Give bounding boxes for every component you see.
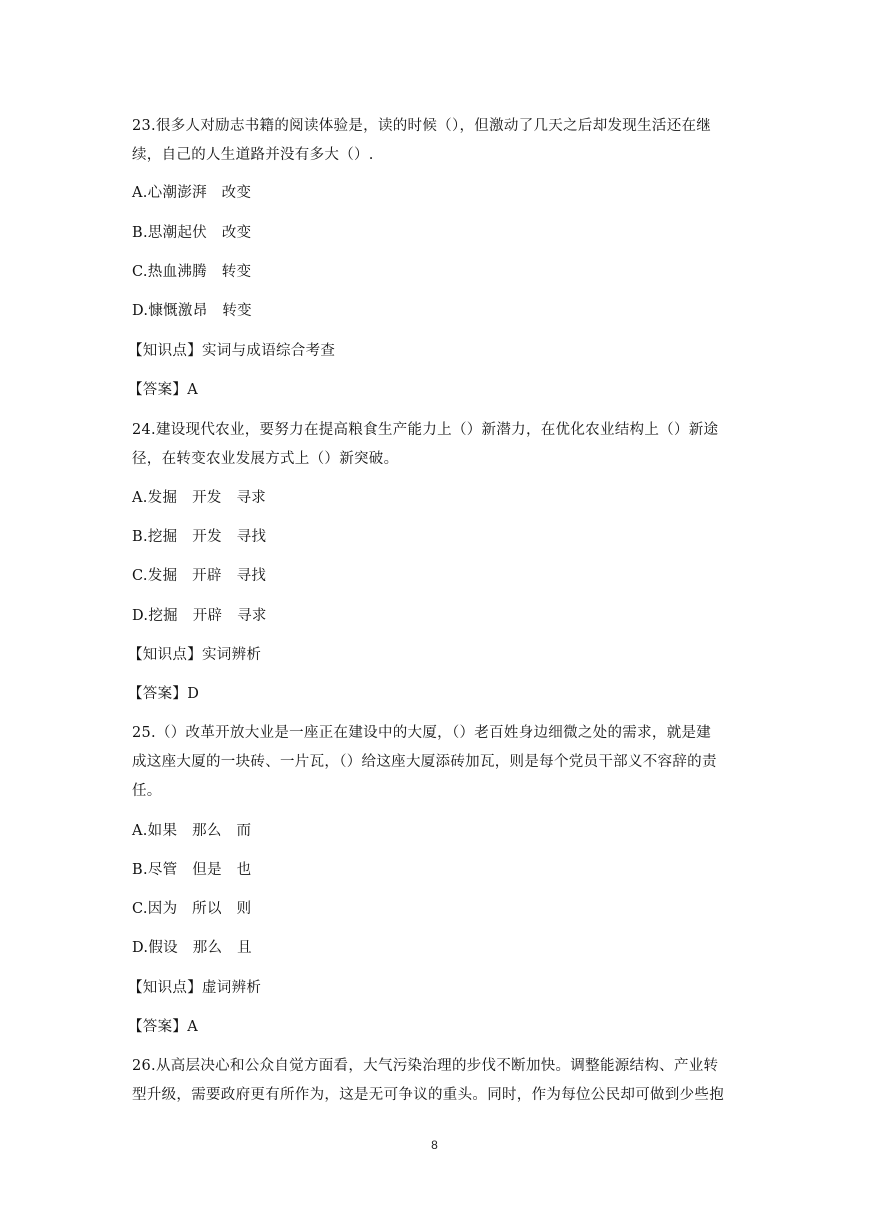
q25-stem-line-3: 任。 [132, 783, 162, 799]
q24-option-b: B.挖掘 开发 寻找 [132, 529, 267, 545]
q23-stem-line-2: 续，自己的人生道路并没有多大（）. [132, 147, 374, 163]
q23-knowledge-point: 【知识点】实词与成语综合考查 [128, 343, 336, 359]
q25-answer: 【答案】A [128, 1019, 198, 1035]
q25-option-d: D.假设 那么 且 [132, 940, 252, 956]
q26-stem-line-1: 26.从高层决心和公众自觉方面看，大气污染治理的步伐不断加快。调整能源结构、产业转 [132, 1058, 719, 1074]
q23-option-b: B.思潮起伏 改变 [132, 225, 252, 241]
q24-stem-line-2: 径，在转变农业发展方式上（）新突破。 [132, 451, 399, 467]
q25-knowledge-point: 【知识点】虚词辨析 [128, 980, 262, 996]
q26-stem-line-2: 型升级，需要政府更有所作为，这是无可争议的重头。同时，作为每位公民却可做到少些抱 [132, 1087, 724, 1103]
q25-option-b: B.尽管 但是 也 [132, 862, 252, 878]
q24-knowledge-point: 【知识点】实词辨析 [128, 647, 262, 663]
q24-option-a: A.发掘 开发 寻求 [132, 490, 267, 506]
q23-option-a: A.心潮澎湃 改变 [132, 185, 252, 201]
q25-stem-line-1: 25.（）改革开放大业是一座正在建设中的大厦，（）老百姓身边细微之处的需求，就是建 [132, 725, 712, 741]
q23-option-d: D.慷慨激昂 转变 [132, 303, 252, 319]
q23-answer: 【答案】A [128, 382, 198, 398]
q25-stem-line-2: 成这座大厦的一块砖、一片瓦，（）给这座大厦添砖加瓦，则是每个党员干部义不容辞的责 [132, 754, 717, 770]
q24-option-c: C.发掘 开辟 寻找 [132, 568, 267, 584]
q23-stem-line-1: 23.很多人对励志书籍的阅读体验是，读的时候（），但激动了几天之后却发现生活还在继 [132, 118, 712, 134]
q24-option-d: D.挖掘 开辟 寻求 [132, 608, 267, 624]
page-number: 8 [431, 1138, 438, 1152]
q24-answer: 【答案】D [128, 686, 200, 702]
q23-option-c: C.热血沸腾 转变 [132, 264, 252, 280]
q25-option-a: A.如果 那么 而 [132, 823, 252, 839]
q25-option-c: C.因为 所以 则 [132, 901, 252, 917]
q24-stem-line-1: 24.建设现代农业，要努力在提高粮食生产能力上（）新潜力，在优化农业结构上（）新途 [132, 422, 719, 438]
